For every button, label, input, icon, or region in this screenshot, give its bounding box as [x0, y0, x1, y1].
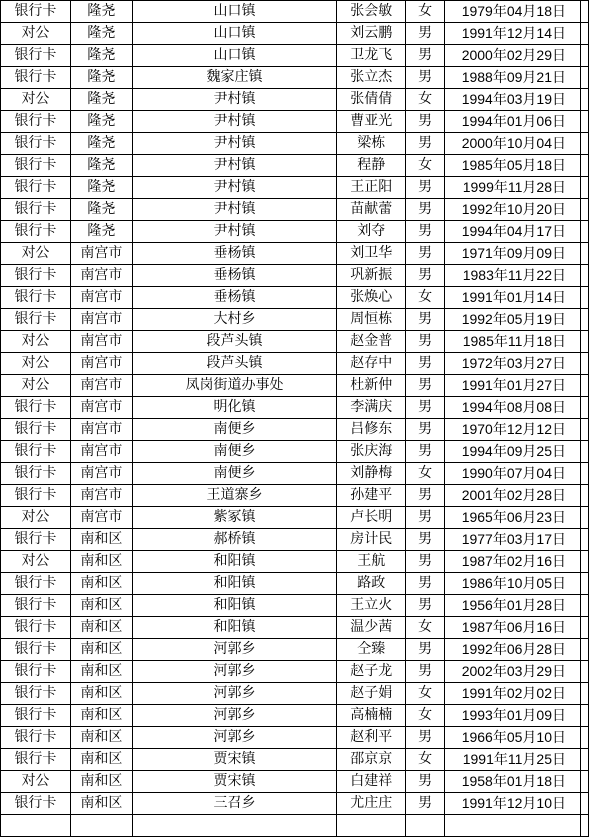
table-row [1, 573, 589, 595]
trailing-empty-cell [580, 573, 588, 595]
town-cell: 垂杨镇 [132, 243, 337, 265]
county-cell: 南和区 [70, 749, 132, 771]
birth-date-cell: 1972年03月27日 [445, 353, 581, 375]
trailing-empty-cell [580, 331, 588, 353]
table-row [1, 309, 589, 331]
birth-date-cell: 1992年06月28日 [445, 639, 581, 661]
county-cell: 隆尧 [70, 1, 132, 23]
table-row [1, 243, 589, 265]
birth-date-cell: 1999年11月28日 [445, 177, 581, 199]
gender-cell: 男 [406, 661, 445, 683]
birth-date-cell: 1956年01月28日 [445, 595, 581, 617]
gender-cell: 男 [406, 375, 445, 397]
gender-cell: 女 [406, 683, 445, 705]
card-type-cell: 银行卡 [1, 617, 71, 639]
gender-cell: 男 [406, 771, 445, 793]
birth-date-cell: 1986年10月05日 [445, 573, 581, 595]
table-row [1, 23, 589, 45]
card-type-cell: 对公 [1, 331, 71, 353]
town-cell: 尹村镇 [132, 221, 337, 243]
town-cell: 郝桥镇 [132, 529, 337, 551]
gender-cell: 男 [406, 485, 445, 507]
name-cell: 赵金普 [337, 331, 406, 353]
town-cell: 和阳镇 [132, 595, 337, 617]
trailing-empty-cell [580, 287, 588, 309]
trailing-empty-cell [580, 463, 588, 485]
name-cell: 赵子娟 [337, 683, 406, 705]
trailing-empty-cell [580, 727, 588, 749]
table-row [1, 45, 589, 67]
name-cell: 邵京京 [337, 749, 406, 771]
birth-date-cell: 1977年03月17日 [445, 529, 581, 551]
name-cell: 巩新振 [337, 265, 406, 287]
birth-date-cell: 1992年10月20日 [445, 199, 581, 221]
county-cell: 南和区 [70, 551, 132, 573]
gender-cell: 男 [406, 67, 445, 89]
town-cell: 尹村镇 [132, 111, 337, 133]
trailing-empty-cell [580, 309, 588, 331]
town-cell: 尹村镇 [132, 155, 337, 177]
county-cell: 南宫市 [70, 441, 132, 463]
birth-date-cell: 1966年05月10日 [445, 727, 581, 749]
name-cell: 张焕心 [337, 287, 406, 309]
gender-cell: 女 [406, 1, 445, 23]
table-row [1, 397, 589, 419]
table-row [1, 551, 589, 573]
name-cell: 赵子龙 [337, 661, 406, 683]
town-cell: 王道寨乡 [132, 485, 337, 507]
birth-date-cell: 1991年01月14日 [445, 287, 581, 309]
county-cell: 南和区 [70, 573, 132, 595]
trailing-empty-cell [580, 221, 588, 243]
name-cell: 曹亚光 [337, 111, 406, 133]
card-type-cell: 银行卡 [1, 793, 71, 815]
gender-cell: 女 [406, 155, 445, 177]
card-type-cell: 银行卡 [1, 573, 71, 595]
county-cell: 南宫市 [70, 265, 132, 287]
birth-date-cell: 1994年01月06日 [445, 111, 581, 133]
county-cell: 南和区 [70, 617, 132, 639]
birth-date-cell: 1994年08月08日 [445, 397, 581, 419]
card-type-cell: 银行卡 [1, 67, 71, 89]
card-type-cell: 对公 [1, 243, 71, 265]
trailing-empty-cell [580, 507, 588, 529]
birth-date-cell: 1958年01月18日 [445, 771, 581, 793]
trailing-empty-cell [580, 23, 588, 45]
county-cell: 南宫市 [70, 331, 132, 353]
gender-cell: 男 [406, 573, 445, 595]
card-type-cell: 银行卡 [1, 485, 71, 507]
name-cell: 仝臻 [337, 639, 406, 661]
town-cell: 三召乡 [132, 793, 337, 815]
table-row [1, 353, 589, 375]
gender-cell: 男 [406, 595, 445, 617]
name-cell: 温少茜 [337, 617, 406, 639]
town-cell: 尹村镇 [132, 133, 337, 155]
birth-date-cell: 1970年12月12日 [445, 419, 581, 441]
name-cell: 孙建平 [337, 485, 406, 507]
card-type-cell: 对公 [1, 23, 71, 45]
name-cell: 尤庄庄 [337, 793, 406, 815]
card-type-cell: 银行卡 [1, 309, 71, 331]
name-cell: 程静 [337, 155, 406, 177]
county-cell: 隆尧 [70, 89, 132, 111]
birth-date-cell: 1985年11月18日 [445, 331, 581, 353]
gender-cell: 男 [406, 45, 445, 67]
table-row [1, 529, 589, 551]
county-cell: 南宫市 [70, 507, 132, 529]
trailing-empty-cell [580, 771, 588, 793]
trailing-empty-cell [580, 595, 588, 617]
trailing-empty-cell [580, 155, 588, 177]
town-cell: 尹村镇 [132, 89, 337, 111]
town-cell: 和阳镇 [132, 551, 337, 573]
town-cell: 尹村镇 [132, 199, 337, 221]
card-type-cell: 银行卡 [1, 199, 71, 221]
gender-cell: 男 [406, 529, 445, 551]
table-row [1, 595, 589, 617]
birth-date-cell: 1994年03月19日 [445, 89, 581, 111]
name-cell: 赵存中 [337, 353, 406, 375]
town-cell: 和阳镇 [132, 617, 337, 639]
birth-date-cell: 1991年02月02日 [445, 683, 581, 705]
town-cell: 山口镇 [132, 1, 337, 23]
county-cell: 隆尧 [70, 155, 132, 177]
county-cell: 南和区 [70, 705, 132, 727]
town-cell: 贾宋镇 [132, 771, 337, 793]
trailing-empty-cell [580, 441, 588, 463]
county-cell: 南宫市 [70, 463, 132, 485]
name-cell: 刘夺 [337, 221, 406, 243]
trailing-empty-cell [580, 419, 588, 441]
table-body [1, 1, 589, 837]
trailing-empty-cell [580, 111, 588, 133]
town-cell: 垂杨镇 [132, 265, 337, 287]
card-type-cell: 银行卡 [1, 221, 71, 243]
birth-date-cell: 2000年02月29日 [445, 45, 581, 67]
trailing-empty-cell [580, 199, 588, 221]
table-row [1, 287, 589, 309]
table-row [1, 111, 589, 133]
town-cell: 垂杨镇 [132, 287, 337, 309]
town-cell: 河郭乡 [132, 683, 337, 705]
town-cell: 紫冢镇 [132, 507, 337, 529]
gender-cell: 男 [406, 199, 445, 221]
table-row [1, 639, 589, 661]
name-cell: 刘静梅 [337, 463, 406, 485]
town-cell: 段芦头镇 [132, 353, 337, 375]
birth-date-cell: 1985年05月18日 [445, 155, 581, 177]
table-row [1, 419, 589, 441]
gender-cell: 男 [406, 551, 445, 573]
card-type-cell: 银行卡 [1, 683, 71, 705]
birth-date-cell: 1993年01月09日 [445, 705, 581, 727]
trailing-empty-cell [580, 67, 588, 89]
trailing-empty-cell [580, 375, 588, 397]
gender-cell: 男 [406, 353, 445, 375]
table-row [1, 199, 589, 221]
trailing-empty-cell [580, 617, 588, 639]
name-cell: 赵利平 [337, 727, 406, 749]
trailing-empty-cell [580, 661, 588, 683]
name-cell: 白建祥 [337, 771, 406, 793]
county-cell: 南宫市 [70, 397, 132, 419]
gender-cell: 男 [406, 265, 445, 287]
card-type-cell: 银行卡 [1, 287, 71, 309]
town-cell: 南便乡 [132, 441, 337, 463]
trailing-empty-cell [580, 485, 588, 507]
birth-date-cell: 2002年03月29日 [445, 661, 581, 683]
name-cell: 卢长明 [337, 507, 406, 529]
card-type-cell: 对公 [1, 771, 71, 793]
card-type-cell: 对公 [1, 507, 71, 529]
birth-date-cell: 1987年02月16日 [445, 551, 581, 573]
name-cell: 王航 [337, 551, 406, 573]
name-cell: 梁栋 [337, 133, 406, 155]
gender-cell: 男 [406, 133, 445, 155]
table-row [1, 705, 589, 727]
gender-cell: 男 [406, 507, 445, 529]
card-type-cell: 对公 [1, 375, 71, 397]
card-type-cell: 银行卡 [1, 639, 71, 661]
table-row [1, 749, 589, 771]
name-cell: 苗献蕾 [337, 199, 406, 221]
card-type-cell: 银行卡 [1, 727, 71, 749]
table-row [1, 793, 589, 815]
county-cell: 南宫市 [70, 353, 132, 375]
card-type-cell: 银行卡 [1, 529, 71, 551]
card-type-cell: 银行卡 [1, 595, 71, 617]
gender-cell: 女 [406, 705, 445, 727]
table-row [1, 177, 589, 199]
card-type-cell: 银行卡 [1, 661, 71, 683]
town-cell: 山口镇 [132, 23, 337, 45]
table-row [1, 221, 589, 243]
town-cell: 南便乡 [132, 419, 337, 441]
town-cell: 山口镇 [132, 45, 337, 67]
county-cell: 隆尧 [70, 45, 132, 67]
table-row [1, 617, 589, 639]
county-cell: 南和区 [70, 595, 132, 617]
trailing-empty-cell [580, 749, 588, 771]
card-type-cell: 银行卡 [1, 441, 71, 463]
card-type-cell: 银行卡 [1, 397, 71, 419]
birth-date-cell: 1990年07月04日 [445, 463, 581, 485]
table-row [1, 771, 589, 793]
town-cell: 魏家庄镇 [132, 67, 337, 89]
card-type-cell: 银行卡 [1, 749, 71, 771]
gender-cell: 女 [406, 287, 445, 309]
table-row [1, 133, 589, 155]
county-cell: 南和区 [70, 639, 132, 661]
county-cell: 南和区 [70, 529, 132, 551]
table-row [1, 89, 589, 111]
name-cell: 刘云鹏 [337, 23, 406, 45]
county-cell: 隆尧 [70, 221, 132, 243]
county-cell: 隆尧 [70, 199, 132, 221]
county-cell: 隆尧 [70, 177, 132, 199]
birth-date-cell: 1991年12月14日 [445, 23, 581, 45]
county-cell: 南宫市 [70, 485, 132, 507]
birth-date-cell: 1988年09月21日 [445, 67, 581, 89]
table-row [1, 727, 589, 749]
gender-cell: 女 [406, 617, 445, 639]
gender-cell: 男 [406, 441, 445, 463]
name-cell: 杜新仲 [337, 375, 406, 397]
county-cell: 南宫市 [70, 309, 132, 331]
trailing-empty-cell [580, 705, 588, 727]
birth-date-cell: 2001年02月28日 [445, 485, 581, 507]
birth-date-cell: 1992年05月19日 [445, 309, 581, 331]
name-cell: 刘卫华 [337, 243, 406, 265]
name-cell: 周恒栋 [337, 309, 406, 331]
gender-cell: 男 [406, 331, 445, 353]
table-row [1, 463, 589, 485]
county-cell: 南宫市 [70, 419, 132, 441]
name-cell: 王正阳 [337, 177, 406, 199]
card-type-cell: 银行卡 [1, 265, 71, 287]
gender-cell: 男 [406, 243, 445, 265]
trailing-empty-cell [580, 551, 588, 573]
card-type-cell: 对公 [1, 551, 71, 573]
trailing-empty-cell [580, 45, 588, 67]
gender-cell: 女 [406, 749, 445, 771]
trailing-empty-cell [580, 177, 588, 199]
gender-cell: 男 [406, 23, 445, 45]
town-cell: 明化镇 [132, 397, 337, 419]
town-cell: 南便乡 [132, 463, 337, 485]
gender-cell: 男 [406, 639, 445, 661]
county-cell: 隆尧 [70, 133, 132, 155]
gender-cell: 男 [406, 793, 445, 815]
trailing-empty-cell [580, 793, 588, 815]
birth-date-cell: 1965年06月23日 [445, 507, 581, 529]
table-row [1, 265, 589, 287]
trailing-empty-cell [580, 1, 588, 23]
trailing-empty-cell [580, 265, 588, 287]
card-type-cell: 银行卡 [1, 1, 71, 23]
table-row [1, 375, 589, 397]
table-row [1, 331, 589, 353]
trailing-empty-cell [580, 639, 588, 661]
town-cell: 河郭乡 [132, 727, 337, 749]
birth-date-cell: 1983年11月22日 [445, 265, 581, 287]
town-cell: 大村乡 [132, 309, 337, 331]
gender-cell: 男 [406, 309, 445, 331]
name-cell: 高楠楠 [337, 705, 406, 727]
gender-cell: 男 [406, 111, 445, 133]
table-row [1, 67, 589, 89]
table-row [1, 661, 589, 683]
birth-date-cell: 1991年12月10日 [445, 793, 581, 815]
name-cell: 李满庆 [337, 397, 406, 419]
birth-date-cell: 2000年10月04日 [445, 133, 581, 155]
table-row [1, 441, 589, 463]
trailing-empty-cell [580, 243, 588, 265]
county-cell: 南和区 [70, 661, 132, 683]
card-type-cell: 对公 [1, 89, 71, 111]
gender-cell: 男 [406, 419, 445, 441]
gender-cell: 女 [406, 89, 445, 111]
trailing-empty-cell [580, 89, 588, 111]
name-cell: 张倩倩 [337, 89, 406, 111]
name-cell: 吕修东 [337, 419, 406, 441]
card-type-cell: 银行卡 [1, 45, 71, 67]
trailing-empty-cell [580, 133, 588, 155]
gender-cell: 男 [406, 727, 445, 749]
town-cell: 河郭乡 [132, 661, 337, 683]
name-cell: 房计民 [337, 529, 406, 551]
table-row [1, 507, 589, 529]
card-type-cell: 银行卡 [1, 705, 71, 727]
town-cell: 河郭乡 [132, 705, 337, 727]
county-cell: 南和区 [70, 683, 132, 705]
birth-date-cell: 1971年09月09日 [445, 243, 581, 265]
town-cell: 尹村镇 [132, 177, 337, 199]
table-row [1, 485, 589, 507]
county-cell: 南和区 [70, 727, 132, 749]
county-cell: 南和区 [70, 771, 132, 793]
table-row [1, 683, 589, 705]
birth-date-cell: 1991年01月27日 [445, 375, 581, 397]
town-cell: 段芦头镇 [132, 331, 337, 353]
name-cell: 卫龙飞 [337, 45, 406, 67]
county-cell: 隆尧 [70, 67, 132, 89]
trailing-empty-cell [580, 529, 588, 551]
name-cell: 王立火 [337, 595, 406, 617]
card-type-cell: 银行卡 [1, 463, 71, 485]
card-type-cell: 银行卡 [1, 419, 71, 441]
birth-date-cell: 1991年11月25日 [445, 749, 581, 771]
card-type-cell: 银行卡 [1, 177, 71, 199]
table-row [1, 1, 589, 23]
card-type-cell: 银行卡 [1, 155, 71, 177]
town-cell: 贾宋镇 [132, 749, 337, 771]
county-cell: 南宫市 [70, 287, 132, 309]
birth-date-cell: 1994年09月25日 [445, 441, 581, 463]
birth-date-cell: 1987年06月16日 [445, 617, 581, 639]
gender-cell: 男 [406, 397, 445, 419]
gender-cell: 女 [406, 463, 445, 485]
gender-cell: 男 [406, 221, 445, 243]
card-type-cell: 银行卡 [1, 133, 71, 155]
trailing-empty-cell [580, 353, 588, 375]
county-cell: 南宫市 [70, 243, 132, 265]
trailing-empty-cell [580, 397, 588, 419]
card-type-cell: 对公 [1, 353, 71, 375]
trailing-empty-cell [580, 683, 588, 705]
town-cell: 河郭乡 [132, 639, 337, 661]
birth-date-cell: 1979年04月18日 [445, 1, 581, 23]
county-cell: 南和区 [70, 793, 132, 815]
name-cell: 张立杰 [337, 67, 406, 89]
name-cell: 路政 [337, 573, 406, 595]
county-cell: 隆尧 [70, 111, 132, 133]
name-cell: 张庆海 [337, 441, 406, 463]
table-row [1, 155, 589, 177]
birth-date-cell: 1994年04月17日 [445, 221, 581, 243]
town-cell: 和阳镇 [132, 573, 337, 595]
county-cell: 隆尧 [70, 23, 132, 45]
card-type-cell: 银行卡 [1, 111, 71, 133]
town-cell: 凤岗街道办事处 [132, 375, 337, 397]
name-cell: 张会敏 [337, 1, 406, 23]
county-cell: 南宫市 [70, 375, 132, 397]
gender-cell: 男 [406, 177, 445, 199]
